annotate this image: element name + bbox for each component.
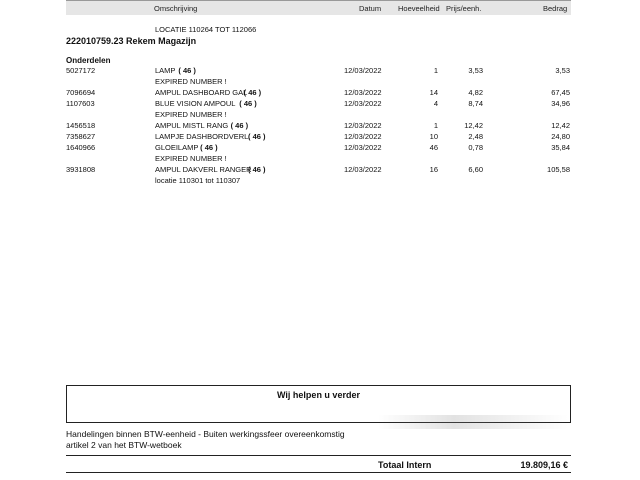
table-row xyxy=(0,143,640,154)
legal-note xyxy=(66,429,345,451)
item-date: 12/03/2022 xyxy=(344,88,382,97)
item-amount: 24,80 xyxy=(551,132,570,141)
item-description: GLOEILAMP xyxy=(155,143,199,152)
item-description: EXPIRED NUMBER ! xyxy=(155,77,227,86)
item-description: locatie 110301 tot 110307 xyxy=(155,176,241,185)
legal-line-1: Handelingen binnen BTW-eenheid - Buiten werkingssfeer overeenkomstig xyxy=(66,429,345,439)
item-tag: ( 46 ) xyxy=(239,99,257,108)
section-title: Onderdelen xyxy=(66,56,111,65)
item-code: 1456518 xyxy=(66,121,96,130)
item-amount: 67,45 xyxy=(551,88,570,97)
item-description: AMPUL MISTL RANG xyxy=(155,121,229,130)
total-divider-top xyxy=(66,455,571,456)
item-unit-price: 3,53 xyxy=(468,66,483,75)
order-title: 222010759.23 Rekem Magazijn xyxy=(66,36,197,46)
item-unit-price: 0,78 xyxy=(468,143,483,152)
item-date: 12/03/2022 xyxy=(344,121,382,130)
table-row xyxy=(0,176,640,187)
col-description: Omschrijving xyxy=(154,4,198,13)
item-tag: ( 46 ) xyxy=(248,165,266,174)
col-date: Datum xyxy=(359,4,382,13)
item-description: AMPUL DASHBOARD GAL xyxy=(155,88,248,97)
item-tag: ( 46 ) xyxy=(248,132,266,141)
col-quantity: Hoeveelheid xyxy=(398,4,440,13)
table-row xyxy=(0,66,640,77)
item-unit-price: 12,42 xyxy=(464,121,483,130)
item-description: BLUE VISION AMPOUL xyxy=(155,99,236,108)
item-quantity: 16 xyxy=(429,165,438,174)
item-code: 3931808 xyxy=(66,165,96,174)
scan-artifact xyxy=(378,415,568,429)
total-label: Totaal Intern xyxy=(378,460,432,470)
item-date: 12/03/2022 xyxy=(344,99,382,108)
item-tag: ( 46 ) xyxy=(243,88,262,97)
table-row xyxy=(0,132,640,143)
item-amount: 34,96 xyxy=(551,99,570,108)
table-row xyxy=(0,110,640,121)
help-title: Wij helpen u verder xyxy=(277,390,360,400)
item-description: EXPIRED NUMBER ! xyxy=(155,110,227,119)
item-tag: ( 46 ) xyxy=(230,121,249,130)
item-unit-price: 2,48 xyxy=(468,132,483,141)
column-header-band xyxy=(66,0,571,15)
item-date: 12/03/2022 xyxy=(344,165,382,174)
col-amount: Bedrag xyxy=(543,4,568,13)
item-quantity: 1 xyxy=(433,121,438,130)
item-description: AMPUL DAKVERL RANGER xyxy=(155,165,252,174)
item-code: 1107603 xyxy=(66,99,95,108)
item-quantity: 4 xyxy=(433,99,438,108)
item-unit-price: 4,82 xyxy=(468,88,483,97)
col-unit-price: Prijs/eenh. xyxy=(446,4,482,13)
item-date: 12/03/2022 xyxy=(344,66,382,75)
item-amount: 35,84 xyxy=(551,143,570,152)
item-unit-price: 8,74 xyxy=(468,99,483,108)
legal-line-2: artikel 2 van het BTW-wetboek xyxy=(66,440,182,450)
item-date: 12/03/2022 xyxy=(344,132,382,141)
table-row xyxy=(0,154,640,165)
item-tag: ( 46 ) xyxy=(178,66,196,75)
item-code: 1640966 xyxy=(66,143,96,152)
table-row xyxy=(0,165,640,176)
item-code: 7358627 xyxy=(66,132,96,141)
item-description: LAMP xyxy=(155,66,176,75)
table-row xyxy=(0,77,640,88)
item-quantity: 1 xyxy=(433,66,438,75)
page-margin xyxy=(571,0,640,480)
item-unit-price: 6,60 xyxy=(468,165,483,174)
item-description: LAMPJE DASHBORDVERL. xyxy=(155,132,251,141)
item-quantity: 14 xyxy=(429,88,438,97)
item-amount: 105,58 xyxy=(547,165,570,174)
table-row xyxy=(0,99,640,110)
item-amount: 3,53 xyxy=(555,66,570,75)
item-description: EXPIRED NUMBER ! xyxy=(155,154,227,163)
table-row xyxy=(0,88,640,99)
item-tag: ( 46 ) xyxy=(200,143,218,152)
item-quantity: 46 xyxy=(429,143,438,152)
location-header: LOCATIE 110264 TOT 112066 xyxy=(155,25,257,34)
total-divider-bottom xyxy=(66,472,571,473)
item-code: 5027172 xyxy=(66,66,96,75)
total-value: 19.809,16 € xyxy=(520,460,568,470)
item-quantity: 10 xyxy=(429,132,438,141)
table-row xyxy=(0,121,640,132)
item-code: 7096694 xyxy=(66,88,96,97)
item-amount: 12,42 xyxy=(551,121,570,130)
item-date: 12/03/2022 xyxy=(344,143,382,152)
